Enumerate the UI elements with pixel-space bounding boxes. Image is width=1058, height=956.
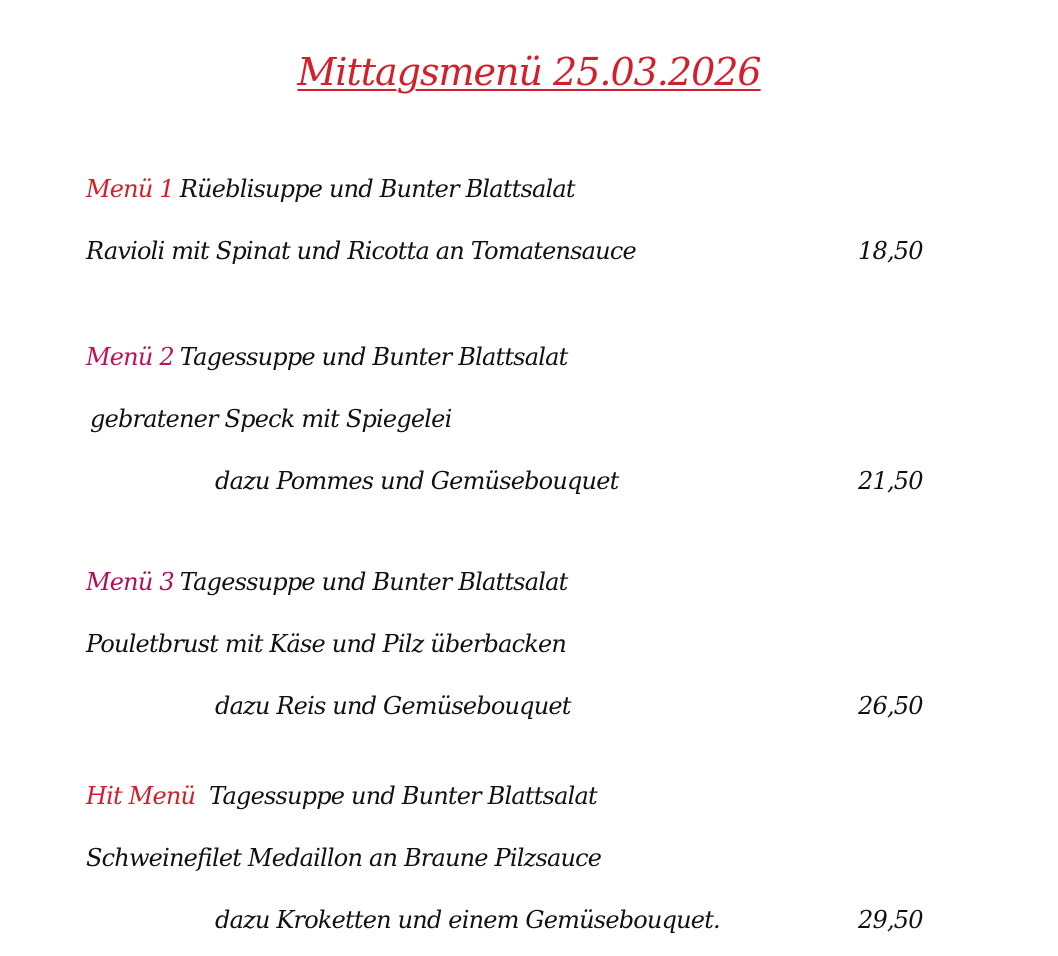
hit-menu-main: Schweinefilet Medaillon an Braune Pilzsauce [86, 844, 602, 872]
menu-2-label: Menü 2 [86, 343, 174, 371]
menu-3-price: 26,50 [858, 692, 923, 720]
menu-1-starter: Rüeblisuppe und Bunter Blattsalat [179, 175, 575, 203]
hit-menu-side: dazu Kroketten und einem Gemüsebouquet. [215, 906, 720, 934]
menu-3-label: Menü 3 [86, 568, 174, 596]
menu-1-main: Ravioli mit Spinat und Ricotta an Tomatensauce [86, 237, 636, 265]
menu-3-starter-line [86, 567, 567, 597]
menu-3-side: dazu Reis und Gemüsebouquet [215, 692, 571, 720]
hit-menu-starter: Tagessuppe und Bunter Blattsalat [209, 782, 597, 810]
page-title: Mittagsmenü 25.03.2026 [297, 50, 761, 94]
menu-2-main: gebratener Speck mit Spiegelei [90, 405, 452, 433]
menu-2-price: 21,50 [858, 467, 923, 495]
menu-1-starter-line [86, 174, 575, 204]
hit-menu-starter-line [86, 781, 597, 811]
hit-menu-label: Hit Menü [86, 782, 196, 810]
hit-menu-price: 29,50 [858, 906, 923, 934]
menu-2-side: dazu Pommes und Gemüsebouquet [215, 467, 619, 495]
menu-3-main: Pouletbrust mit Käse und Pilz überbacken [86, 630, 567, 658]
menu-3-starter: Tagessuppe und Bunter Blattsalat [179, 568, 568, 596]
menu-2-starter: Tagessuppe und Bunter Blattsalat [179, 343, 568, 371]
menu-2-starter-line [86, 342, 567, 372]
menu-1-label: Menü 1 [86, 175, 174, 203]
menu-1-price: 18,50 [858, 237, 923, 265]
